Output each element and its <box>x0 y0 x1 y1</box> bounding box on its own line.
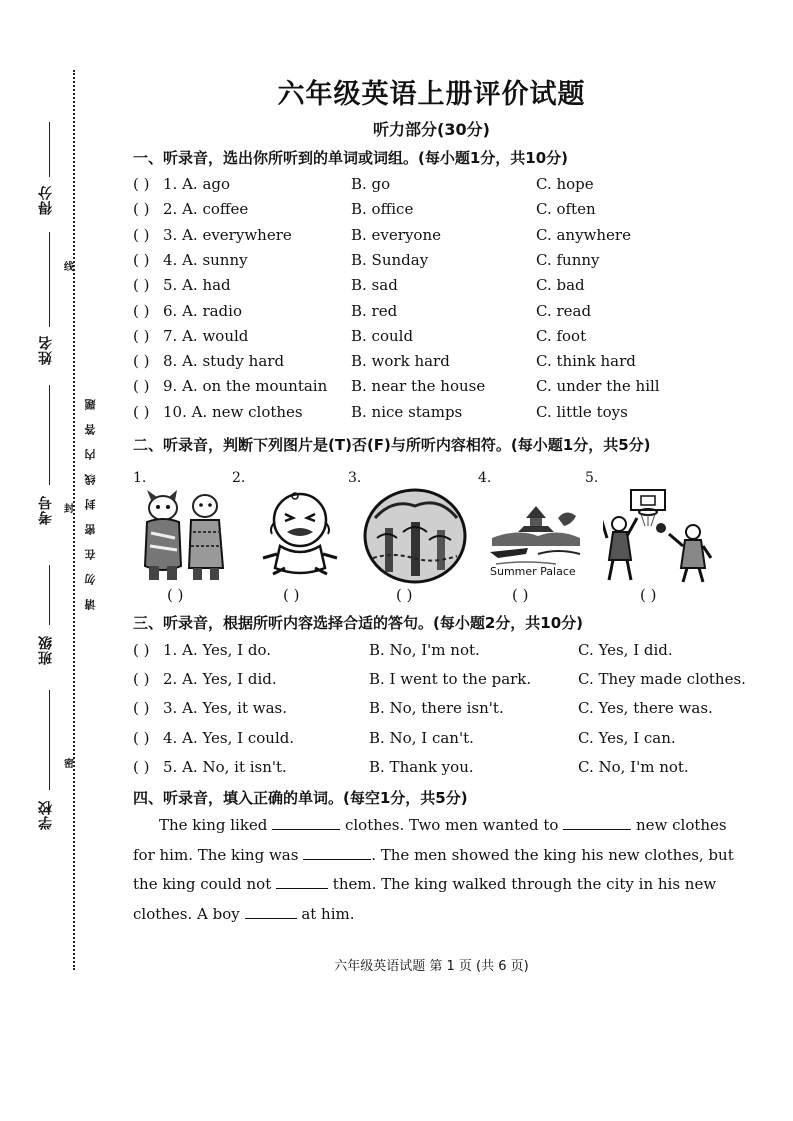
option-c: C. Yes, I can. <box>578 728 676 747</box>
picture-2-answer[interactable]: ( ) <box>283 586 300 604</box>
picture-3-answer[interactable]: ( ) <box>396 586 413 604</box>
option-b: B. everyone <box>351 225 441 244</box>
section2-heading: 二、听录音，判断下列图片是(T)否(F)与所听内容相符。(每小题1分，共5分) <box>133 436 651 454</box>
option-a: 1. A. Yes, I do. <box>163 641 271 659</box>
name-blank <box>49 232 50 327</box>
answer-paren[interactable]: ( ) <box>133 250 150 269</box>
answer-paren[interactable]: ( ) <box>133 200 150 219</box>
score-label: 得分 <box>38 185 54 215</box>
name-label: 姓名 <box>38 335 54 365</box>
option-a: 2. A. coffee <box>163 200 249 219</box>
option-a: 3. A. Yes, it was. <box>163 699 287 718</box>
option-b: B. Thank you. <box>369 757 474 776</box>
answer-paren[interactable]: ( ) <box>133 757 150 776</box>
passage-text-4: . The men showed the king his new clothes, but the king could not <box>133 845 734 893</box>
page-title: 六年级英语上册评价试题 <box>277 79 586 110</box>
picture-4-answer[interactable]: ( ) <box>512 586 529 604</box>
cartoon-animals-icon <box>133 488 233 584</box>
answer-paren[interactable]: ( ) <box>133 641 150 659</box>
picture-1-answer[interactable]: ( ) <box>167 586 184 604</box>
option-a: 1. A. ago <box>163 175 231 193</box>
option-b: B. No, I'm not. <box>369 641 480 659</box>
answer-blank-5[interactable] <box>245 904 297 919</box>
answer-paren[interactable]: ( ) <box>133 402 150 421</box>
answer-paren[interactable]: ( ) <box>133 699 150 718</box>
option-c: C. No, I'm not. <box>578 757 689 776</box>
option-a: 3. A. everywhere <box>163 225 292 244</box>
passage-text-1: The king liked <box>159 816 268 834</box>
option-b: B. I went to the park. <box>369 670 532 689</box>
answer-paren[interactable]: ( ) <box>133 301 150 320</box>
passage-text-3: new clothes for him. The king was <box>133 816 727 864</box>
section1-heading: 一、听录音，选出你所听到的单词或词组。(每小题1分，共10分) <box>133 149 569 167</box>
picture-4-number: 4. <box>478 470 492 486</box>
answer-blank-4[interactable] <box>276 874 328 889</box>
option-b: B. red <box>351 301 398 320</box>
option-a: 4. A. sunny <box>163 250 248 269</box>
picture-1-number: 1. <box>133 470 147 486</box>
passage-text-6: at him. <box>301 904 355 923</box>
section4-heading: 四、听录音，填入正确的单词。(每空1分，共5分) <box>133 789 468 807</box>
seal-char-mi: 密 <box>64 759 74 770</box>
option-c: C. read <box>536 301 592 320</box>
option-a: 2. A. Yes, I did. <box>163 670 277 689</box>
binding-dotted-line <box>73 70 75 970</box>
option-c: C. Yes, there was. <box>578 699 713 718</box>
answer-paren[interactable]: ( ) <box>133 225 150 244</box>
basketball-icon <box>603 488 713 584</box>
option-a: 6. A. radio <box>163 301 242 320</box>
answer-paren[interactable]: ( ) <box>133 670 150 689</box>
option-b: B. office <box>351 200 414 219</box>
option-b: B. No, there isn't. <box>369 699 504 718</box>
class-label: 班级 <box>38 635 54 665</box>
answer-blank-3[interactable] <box>303 845 371 860</box>
option-c: C. little toys <box>536 402 628 421</box>
option-b: B. Sunday <box>351 250 429 269</box>
school-label: 学校 <box>38 800 54 830</box>
option-a: 8. A. study hard <box>163 352 285 371</box>
school-blank <box>49 690 50 790</box>
option-c: C. Yes, I did. <box>578 641 673 659</box>
answer-paren[interactable]: ( ) <box>133 377 150 396</box>
option-a: 10. A. new clothes <box>163 402 303 421</box>
class-blank <box>49 565 50 625</box>
option-a: 5. A. had <box>163 276 231 295</box>
option-b: B. work hard <box>351 352 450 371</box>
seal-char-feng: 封 <box>64 504 74 515</box>
summer-palace-caption: Summer Palace <box>490 565 576 578</box>
passage-text-2: clothes. Two men wanted to <box>344 816 559 834</box>
picture-5-number: 5. <box>585 470 599 486</box>
answer-paren[interactable]: ( ) <box>133 352 150 371</box>
option-b: B. sad <box>351 276 398 295</box>
page-footer: 六年级英语试题 第 1 页 (共 6 页) <box>334 959 529 974</box>
option-c: C. often <box>536 200 596 219</box>
exam-no-label: 考号 <box>38 495 54 525</box>
seal-char-xian: 线 <box>64 262 74 273</box>
option-b: B. nice stamps <box>351 402 463 421</box>
answer-paren[interactable]: ( ) <box>133 276 150 295</box>
answer-paren[interactable]: ( ) <box>133 728 150 747</box>
option-a: 4. A. Yes, I could. <box>163 728 295 747</box>
picture-2-number: 2. <box>232 470 246 486</box>
answer-blank-2[interactable] <box>563 815 631 830</box>
binding-notice: 请勿在密封线内答题 <box>84 385 97 610</box>
picture-5-answer[interactable]: ( ) <box>640 586 657 604</box>
option-c: C. hope <box>536 175 594 193</box>
picture-3-number: 3. <box>348 470 362 486</box>
option-c: C. funny <box>536 250 600 269</box>
option-c: C. under the hill <box>536 377 660 396</box>
option-c: C. They made clothes. <box>578 670 746 689</box>
option-b: B. No, I can't. <box>369 728 474 747</box>
option-a: 9. A. on the mountain <box>163 377 328 396</box>
page-subtitle: 听力部分(30分) <box>373 120 490 139</box>
answer-paren[interactable]: ( ) <box>133 326 150 345</box>
option-b: B. could <box>351 326 414 345</box>
option-c: C. think hard <box>536 352 636 371</box>
option-c: C. anywhere <box>536 225 631 244</box>
option-c: C. bad <box>536 276 585 295</box>
section3-heading: 三、听录音，根据所听内容选择合适的答句。(每小题2分，共10分) <box>133 614 584 632</box>
option-b: B. near the house <box>351 377 486 396</box>
option-a: 7. A. would <box>163 326 249 345</box>
exam-no-blank <box>49 385 50 485</box>
answer-blank-1[interactable] <box>272 815 340 830</box>
crying-baby-icon <box>255 488 345 584</box>
answer-paren[interactable]: ( ) <box>133 175 150 193</box>
option-b: B. go <box>351 175 391 193</box>
option-a: 5. A. No, it isn't. <box>163 757 287 776</box>
passage-text-5: them. The king walked through the city in his new clothes. A boy <box>133 875 717 923</box>
forest-icon <box>363 488 468 584</box>
section4-passage <box>133 811 743 929</box>
option-c: C. foot <box>536 326 587 345</box>
